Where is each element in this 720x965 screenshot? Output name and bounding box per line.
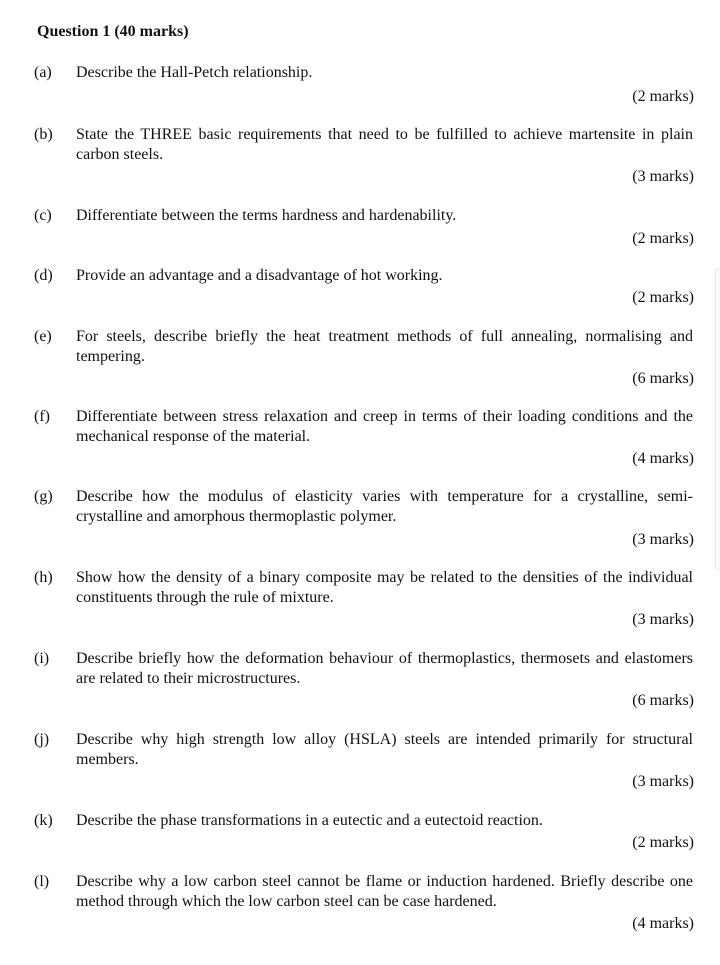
question-marks: (2 marks) — [632, 230, 694, 247]
question-marks: (6 marks) — [632, 370, 694, 387]
question-text: Differentiate between the terms hardness and hardenability. — [76, 207, 457, 224]
question-label: (c) — [34, 207, 52, 224]
question-label: (k) — [34, 812, 53, 829]
question-marks: (4 marks) — [632, 915, 694, 932]
question-text: Differentiate between stress relaxation and creep in terms of their loading conditions and the mechanical response of the material. — [76, 408, 693, 445]
page-edge-shadow — [715, 268, 720, 570]
question-label: (d) — [34, 267, 53, 284]
question-marks: (2 marks) — [632, 88, 694, 105]
question-marks: (3 marks) — [632, 531, 694, 548]
question-label: (j) — [34, 731, 50, 748]
question-label: (h) — [34, 569, 53, 586]
question-marks: (6 marks) — [632, 692, 694, 709]
question-marks: (3 marks) — [632, 168, 694, 185]
question-marks: (2 marks) — [632, 834, 694, 851]
question-label: (b) — [34, 126, 53, 143]
question-marks: (3 marks) — [632, 611, 694, 628]
question-text: Describe how the modulus of elasticity varies with temperature for a crystalline, semi-crystalline and amorphous thermoplastic polymer. — [76, 488, 693, 525]
question-text: Describe why a low carbon steel cannot be flame or induction hardened. Briefly describe one method through which the low carbon steel can be case hardened. — [76, 873, 693, 910]
question-label: (g) — [34, 488, 53, 505]
question-text: Show how the density of a binary composite may be related to the densities of the individual constituents through the rule of mixture. — [76, 569, 693, 606]
question-label: (i) — [34, 650, 50, 667]
question-label: (a) — [34, 64, 52, 81]
question-marks: (3 marks) — [632, 773, 694, 790]
question-marks: (2 marks) — [632, 289, 694, 306]
question-text: Provide an advantage and a disadvantage of hot working. — [76, 267, 443, 284]
question-text: Describe briefly how the deformation behaviour of thermoplastics, thermosets and elastomers are related to their microstructures. — [76, 650, 693, 687]
question-label: (f) — [34, 408, 50, 425]
question-label: (e) — [34, 328, 52, 345]
question-text: For steels, describe briefly the heat treatment methods of full annealing, normalising and tempering. — [76, 328, 693, 365]
question-label: (l) — [34, 873, 50, 890]
question-text: State the THREE basic requirements that need to be fulfilled to achieve martensite in plain carbon steels. — [76, 126, 693, 163]
question-marks: (4 marks) — [632, 450, 694, 467]
question-text: Describe the phase transformations in a eutectic and a eutectoid reaction. — [76, 812, 543, 829]
question-text: Describe the Hall-Petch relationship. — [76, 64, 313, 81]
question-heading: Question 1 (40 marks) — [37, 23, 189, 40]
question-text: Describe why high strength low alloy (HSLA) steels are intended primarily for structural members. — [76, 731, 693, 768]
